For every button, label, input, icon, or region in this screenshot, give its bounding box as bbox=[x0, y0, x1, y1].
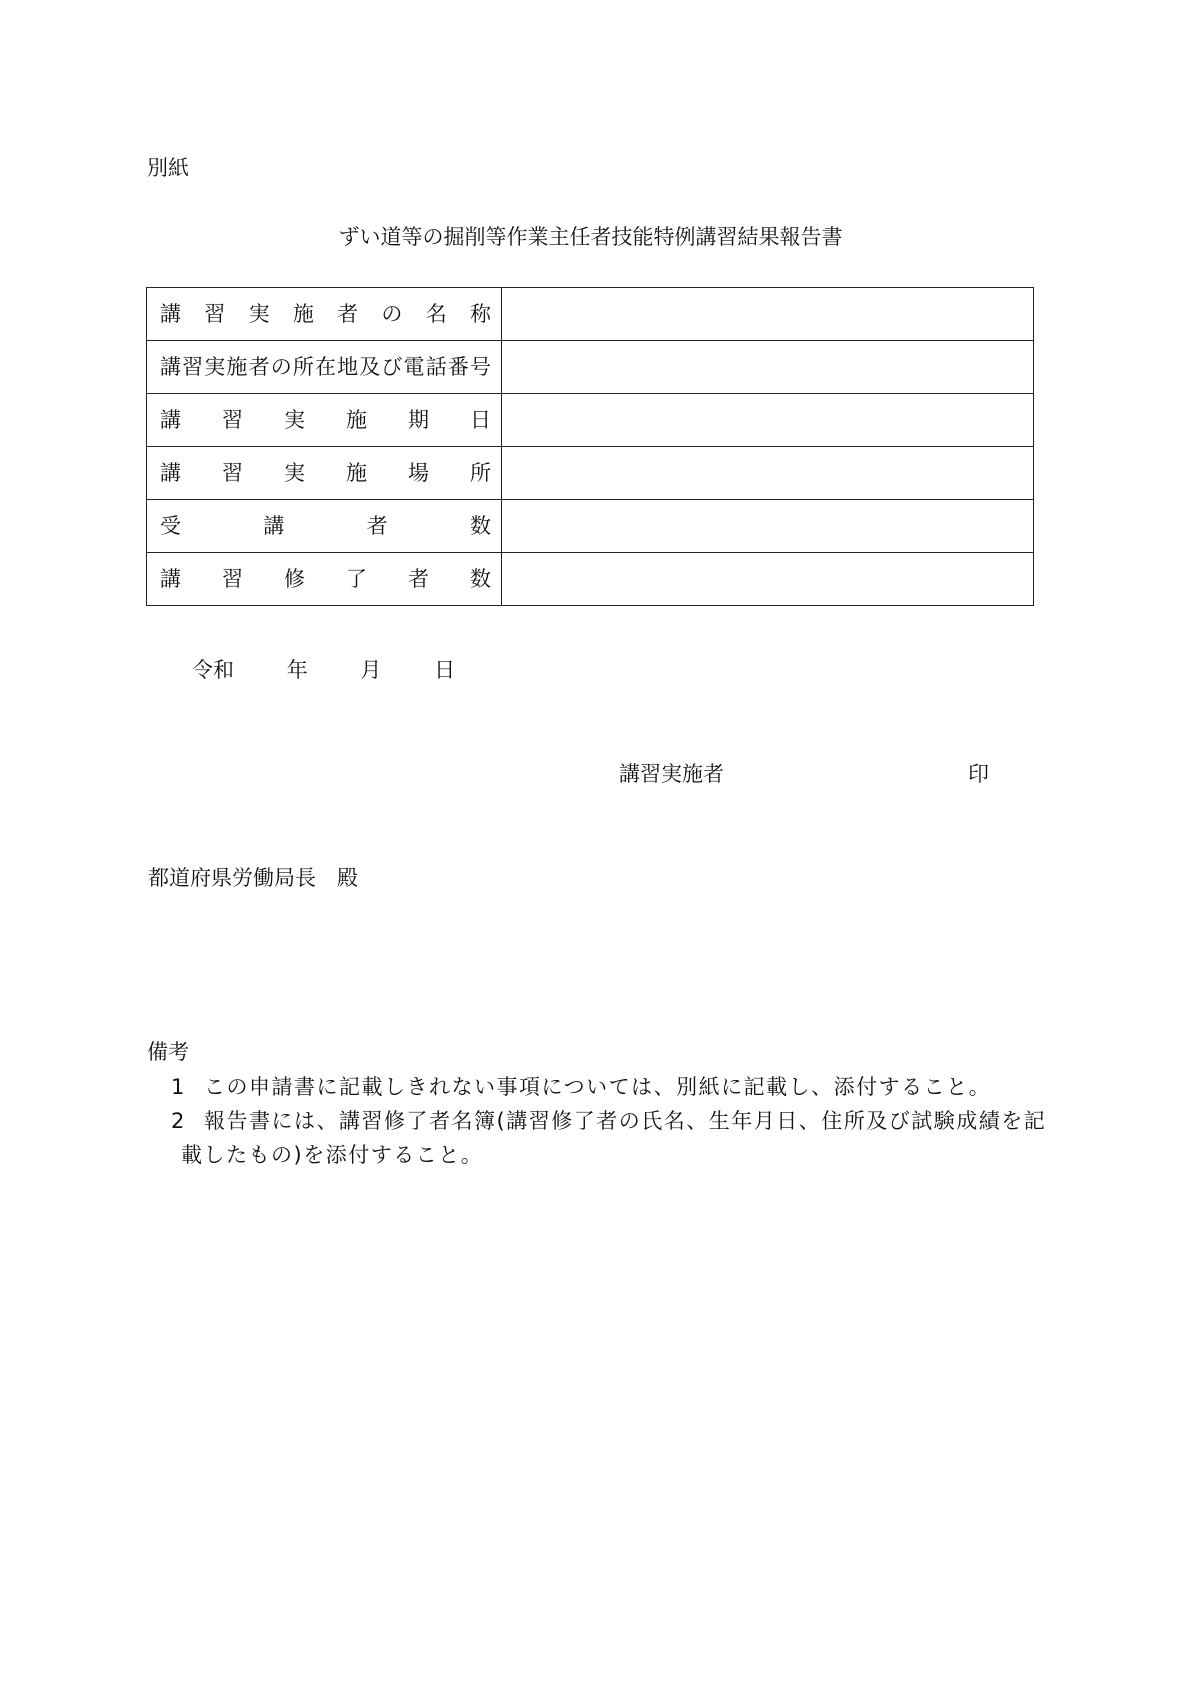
note-text: 報告書には、講習修了者名簿(講習修了者の氏名、生年月日、住所及び試験成績を記 bbox=[204, 1109, 1047, 1133]
document-title: ずい道等の掘削等作業主任者技能特例講習結果報告書 bbox=[338, 225, 843, 249]
form-row bbox=[147, 553, 1034, 606]
form-label-cell bbox=[147, 394, 502, 447]
form-label: 受 講 者 数 bbox=[160, 514, 491, 538]
implementer-label: 講習実施者 bbox=[619, 762, 724, 786]
form-value-cell[interactable] bbox=[502, 447, 1034, 500]
form-value-cell[interactable] bbox=[502, 394, 1034, 447]
notes-heading: 備考 bbox=[147, 1040, 189, 1064]
form-value-cell[interactable] bbox=[502, 500, 1034, 553]
form-row bbox=[147, 288, 1034, 341]
date-month-unit: 月 bbox=[360, 658, 382, 682]
note-item bbox=[171, 1105, 1046, 1135]
form-label: 講 習 実 施 場 所 bbox=[160, 461, 491, 485]
report-form-table bbox=[146, 287, 1034, 606]
addressee: 都道府県労働局長 殿 bbox=[148, 866, 358, 890]
form-label: 講 習 修 了 者 数 bbox=[160, 567, 491, 591]
form-value-cell[interactable] bbox=[502, 341, 1034, 394]
attachment-label: 別紙 bbox=[147, 156, 189, 180]
form-label: 講 習 実 施 期 日 bbox=[160, 408, 491, 432]
form-label-cell bbox=[147, 500, 502, 553]
form-label: 講 習 実 施 者 の 名 称 bbox=[160, 302, 491, 326]
form-label-cell bbox=[147, 447, 502, 500]
form-label: 講 習 実 施 者 の 所 在 地 及 び 電 話 番 号 bbox=[160, 355, 491, 379]
seal-label: 印 bbox=[968, 762, 989, 786]
form-label-cell bbox=[147, 553, 502, 606]
note-number: 1 bbox=[171, 1075, 186, 1099]
form-value-cell[interactable] bbox=[502, 288, 1034, 341]
date-day-unit: 日 bbox=[434, 658, 456, 682]
note-text-continuation: 載したもの)を添付すること。 bbox=[181, 1143, 484, 1167]
form-value-cell[interactable] bbox=[502, 553, 1034, 606]
note-text: この申請書に記載しきれない事項については、別紙に記載し、添付すること。 bbox=[204, 1075, 992, 1099]
form-label-cell bbox=[147, 288, 502, 341]
form-row bbox=[147, 341, 1034, 394]
date-year-unit: 年 bbox=[286, 658, 308, 682]
date-era: 令和 bbox=[192, 658, 234, 682]
note-item bbox=[171, 1071, 991, 1101]
form-label-cell bbox=[147, 341, 502, 394]
date-line bbox=[192, 654, 455, 684]
form-row bbox=[147, 447, 1034, 500]
note-number: 2 bbox=[171, 1109, 186, 1133]
form-row bbox=[147, 394, 1034, 447]
form-row bbox=[147, 500, 1034, 553]
